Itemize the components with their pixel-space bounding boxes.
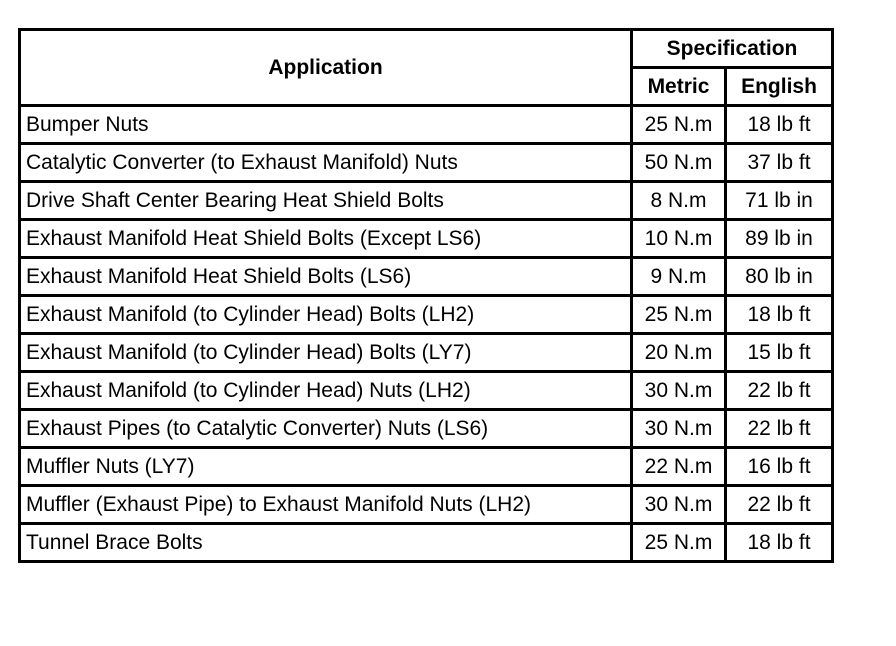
- application-cell: Exhaust Manifold Heat Shield Bolts (Except LS6): [20, 220, 632, 258]
- application-cell: Bumper Nuts: [20, 106, 632, 144]
- application-cell: Exhaust Pipes (to Catalytic Converter) Nuts (LS6): [20, 410, 632, 448]
- table-row: [20, 296, 833, 334]
- english-cell: 80 lb in: [726, 258, 833, 296]
- english-cell: 71 lb in: [726, 182, 833, 220]
- metric-cell: 25 N.m: [632, 524, 726, 562]
- english-cell: 18 lb ft: [726, 524, 833, 562]
- application-cell: Tunnel Brace Bolts: [20, 524, 632, 562]
- metric-cell: 8 N.m: [632, 182, 726, 220]
- english-cell: 22 lb ft: [726, 372, 833, 410]
- table-row: [20, 106, 833, 144]
- metric-cell: 22 N.m: [632, 448, 726, 486]
- english-cell: 22 lb ft: [726, 486, 833, 524]
- application-cell: Exhaust Manifold (to Cylinder Head) Bolts (LY7): [20, 334, 632, 372]
- application-cell: Exhaust Manifold (to Cylinder Head) Nuts (LH2): [20, 372, 632, 410]
- table-row: [20, 182, 833, 220]
- application-header: Application: [20, 30, 632, 106]
- english-cell: 15 lb ft: [726, 334, 833, 372]
- english-cell: 22 lb ft: [726, 410, 833, 448]
- metric-cell: 30 N.m: [632, 410, 726, 448]
- metric-cell: 30 N.m: [632, 372, 726, 410]
- english-cell: 16 lb ft: [726, 448, 833, 486]
- table-row: [20, 486, 833, 524]
- table-row: [20, 334, 833, 372]
- table-row: [20, 372, 833, 410]
- application-cell: Catalytic Converter (to Exhaust Manifold) Nuts: [20, 144, 632, 182]
- application-cell: Drive Shaft Center Bearing Heat Shield Bolts: [20, 182, 632, 220]
- table-row: [20, 410, 833, 448]
- table-row: [20, 144, 833, 182]
- metric-cell: 20 N.m: [632, 334, 726, 372]
- header-row-top: [20, 30, 833, 68]
- metric-cell: 25 N.m: [632, 296, 726, 334]
- application-cell: Muffler (Exhaust Pipe) to Exhaust Manifold Nuts (LH2): [20, 486, 632, 524]
- table-row: [20, 448, 833, 486]
- application-cell: Muffler Nuts (LY7): [20, 448, 632, 486]
- metric-cell: 30 N.m: [632, 486, 726, 524]
- metric-cell: 25 N.m: [632, 106, 726, 144]
- table-row: [20, 524, 833, 562]
- application-cell: Exhaust Manifold Heat Shield Bolts (LS6): [20, 258, 632, 296]
- metric-cell: 9 N.m: [632, 258, 726, 296]
- fastener-specification-table: [18, 28, 834, 563]
- table-row: [20, 258, 833, 296]
- english-cell: 89 lb in: [726, 220, 833, 258]
- english-cell: 18 lb ft: [726, 106, 833, 144]
- english-header: English: [726, 68, 833, 106]
- metric-cell: 50 N.m: [632, 144, 726, 182]
- table-row: [20, 220, 833, 258]
- english-cell: 37 lb ft: [726, 144, 833, 182]
- specification-header: Specification: [632, 30, 833, 68]
- application-cell: Exhaust Manifold (to Cylinder Head) Bolts (LH2): [20, 296, 632, 334]
- metric-header: Metric: [632, 68, 726, 106]
- metric-cell: 10 N.m: [632, 220, 726, 258]
- english-cell: 18 lb ft: [726, 296, 833, 334]
